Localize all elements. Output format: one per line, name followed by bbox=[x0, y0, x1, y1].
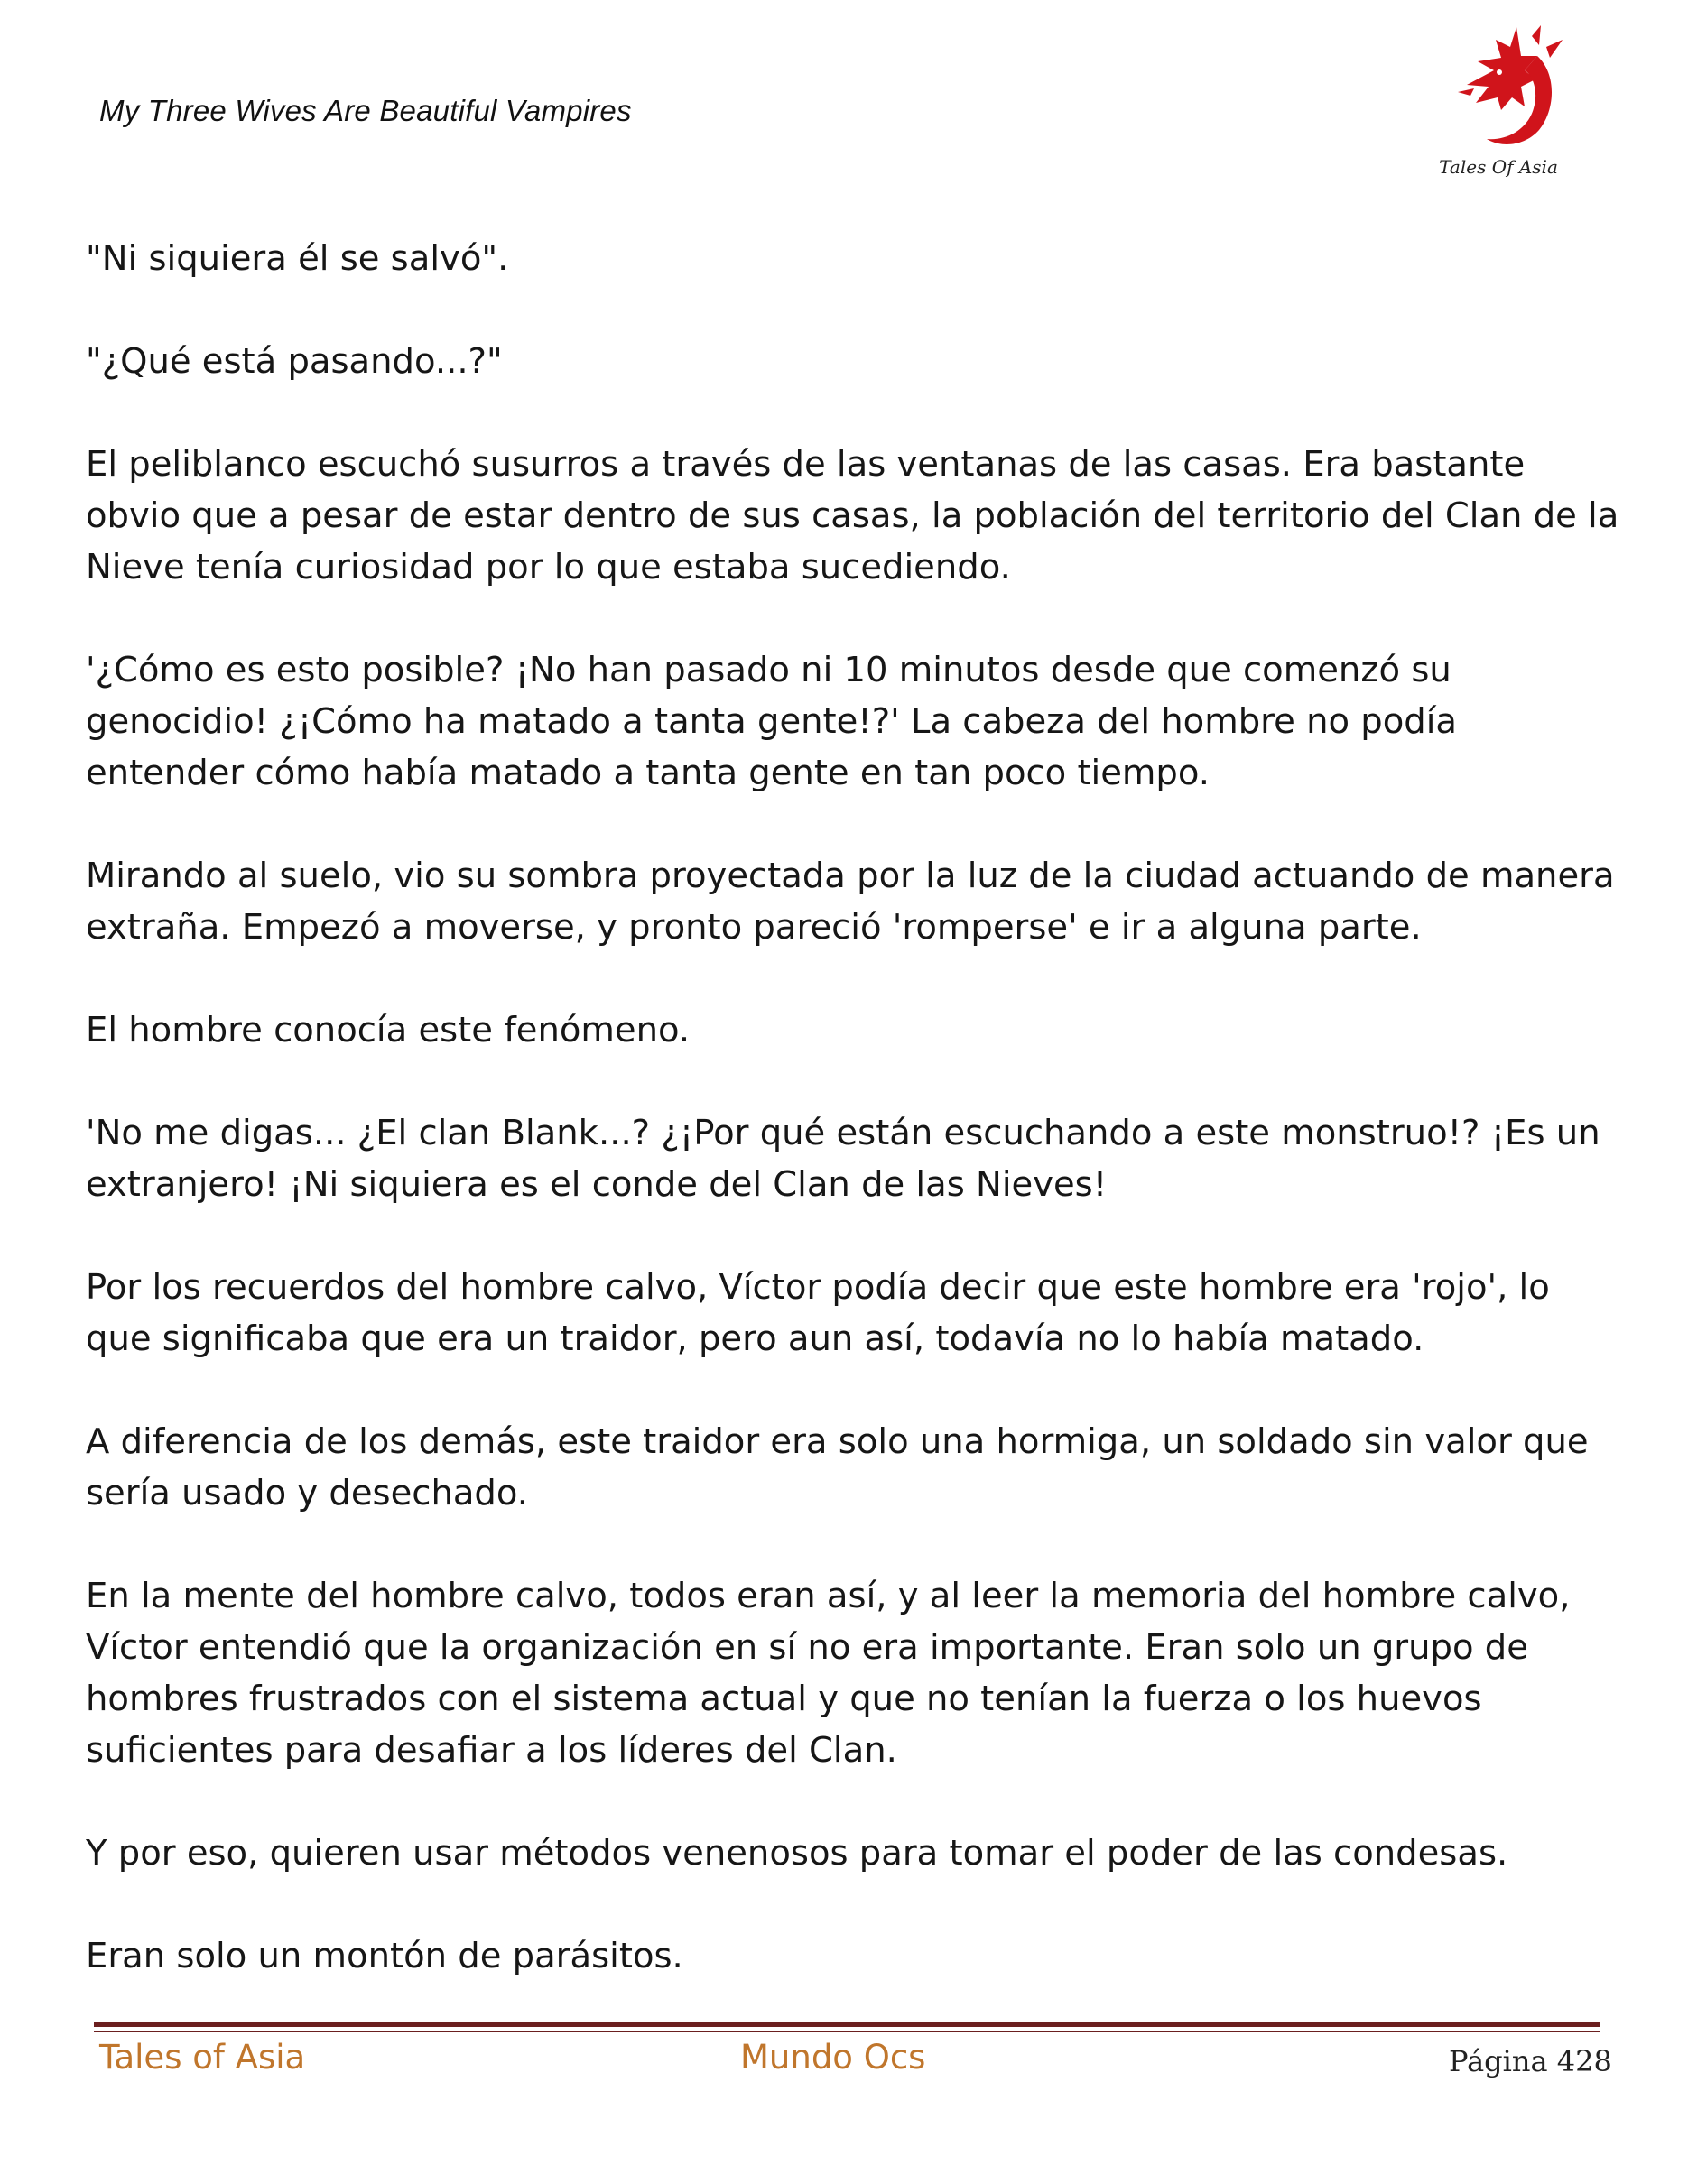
header-title: My Three Wives Are Beautiful Vampires bbox=[99, 94, 632, 127]
paragraph: A diferencia de los demás, este traidor era solo una hormiga, un soldado sin valor que sería usado y desechado. bbox=[86, 1421, 1589, 1513]
paragraph: 'No me digas... ¿El clan Blank...? ¿¡Por qué están escuchando a este monstruo!? ¡Es un extranjero! ¡Ni siquiera es el conde del Clan de las Nieves! bbox=[86, 1113, 1600, 1205]
logo-text: Tales Of Asia bbox=[1439, 156, 1558, 178]
paragraph: El hombre conocía este fenómeno. bbox=[86, 1010, 691, 1050]
paragraph: Mirando al suelo, vio su sombra proyectada por la luz de la ciudad actuando de manera extraña. Empezó a moverse, y pronto pareció 'romperse' e ir a alguna parte. bbox=[86, 856, 1615, 948]
paragraph: "Ni siquiera él se salvó". bbox=[86, 238, 509, 279]
footer-divider-thin bbox=[94, 2031, 1600, 2032]
paragraph: Y por eso, quieren usar métodos venenosos para tomar el poder de las condesas. bbox=[86, 1833, 1508, 1874]
paragraph: Eran solo un montón de parásitos. bbox=[86, 1936, 683, 1976]
paragraph: El peliblanco escuchó susurros a través de las ventanas de las casas. Era bastante obvio que a pesar de estar dentro de sus casas, la población del territorio del Clan de la Nieve tenía curiosidad por lo que estaba sucediendo. bbox=[86, 444, 1619, 588]
tales-of-asia-logo bbox=[1431, 20, 1566, 182]
dragon-logo-icon bbox=[1431, 20, 1566, 182]
paragraph: En la mente del hombre calvo, todos eran así, y al leer la memoria del hombre calvo, Víctor entendió que la organización en sí no era importante. Eran solo un grupo de hombres frustrados con el sistema actual y que no tenían la fuerza o los huevos suficientes para desafiar a los líderes del Clan. bbox=[86, 1576, 1571, 1771]
paragraph: '¿Cómo es esto posible? ¡No han pasado ni 10 minutos desde que comenzó su genocidio! ¿¡Cómo ha matado a tanta gente!?' La cabeza del hombre no podía entender cómo había matado a tanta gente en tan poco tiempo. bbox=[86, 650, 1457, 793]
paragraph: "¿Qué está pasando...?" bbox=[86, 341, 503, 382]
footer-publisher: Tales of Asia bbox=[99, 2038, 306, 2077]
footer-group: Mundo Ocs bbox=[740, 2038, 926, 2077]
chapter-body bbox=[86, 233, 1620, 2033]
paragraph: Por los recuerdos del hombre calvo, Víctor podía decir que este hombre era 'rojo', lo que significaba que era un traidor, pero aun así, todavía no lo había matado. bbox=[86, 1267, 1550, 1359]
page-number: Página 428 bbox=[1449, 2044, 1612, 2078]
footer-divider bbox=[94, 2022, 1600, 2027]
